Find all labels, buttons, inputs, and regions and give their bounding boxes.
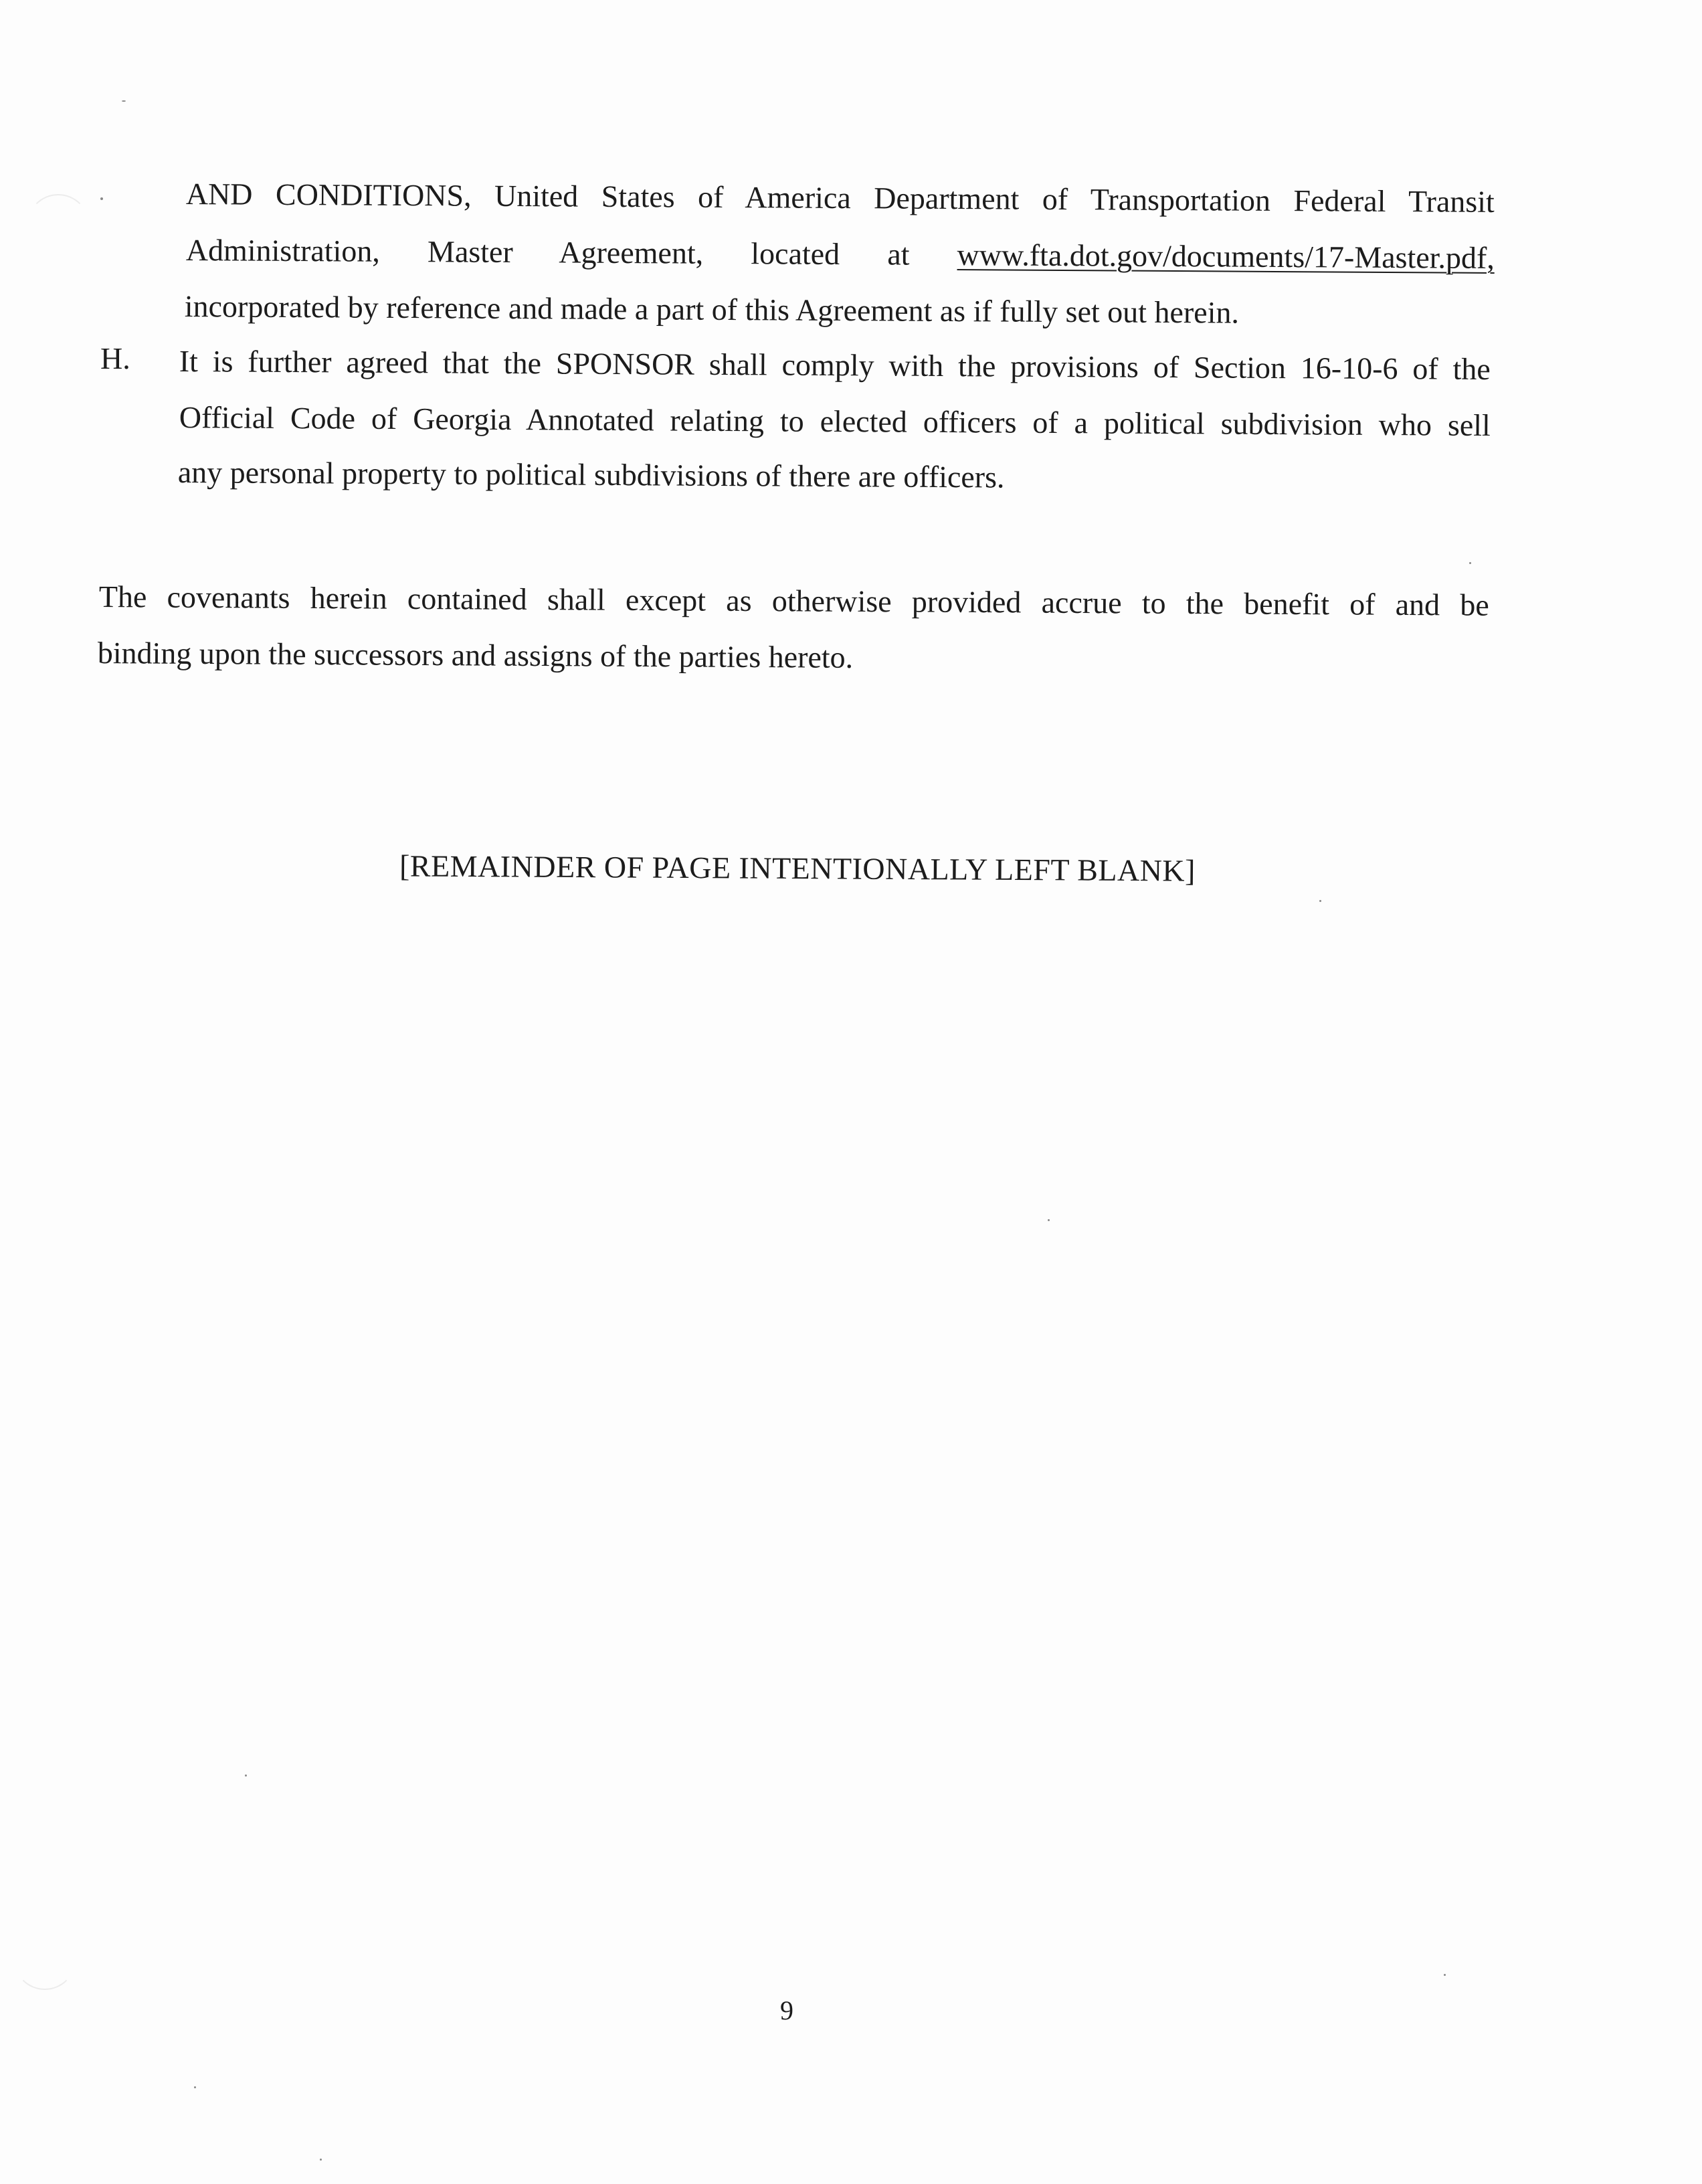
covenants-line-1: The covenants herein contained shall except as otherwise provided accrue to the benefit of and be [98,579,1489,622]
scan-speck [320,2159,322,2161]
page-number: 9 [780,1995,793,2025]
scan-speck [194,2086,196,2088]
covenants-line-2: binding upon the successors and assigns of the parties hereto. [97,635,854,674]
scan-speck [122,100,126,102]
clause-h-line-3: any personal property to political subdivisions of there are officers. [177,454,1005,494]
scan-hole-mark-bottom [13,1927,76,1990]
scan-speck [1319,900,1321,902]
scan-speck [100,197,103,200]
scan-speck [1469,562,1471,564]
continuation-line-3: incorporated by reference and made a part of this Agreement as if fully set out herein. [184,288,1240,330]
continuation-line-2-text: Administration, Master Agreement, located at [185,232,910,272]
continuation-line-1: AND CONDITIONS, United States of America Department of Transportation Federal Transit [185,176,1495,219]
remainder-blank-notice: [REMAINDER OF PAGE INTENTIONALLY LEFT BLANK] [399,848,1196,888]
scan-hole-mark-top [27,194,90,257]
scan-speck [1444,1974,1446,1976]
continuation-line-2 [186,232,1495,277]
scan-speck [1048,1219,1050,1221]
clause-h-marker: H. [100,341,130,375]
clause-h-line-2: Official Code of Georgia Annotated relating to elected officers of a political subdivision who sell [179,399,1491,442]
clause-h-line-1: It is further agreed that the SPONSOR shall comply with the provisions of Section 16-10-6 of the [179,343,1491,386]
scan-speck [245,1774,247,1777]
master-agreement-link[interactable]: www.fta.dot.gov/documents/17-Master.pdf, [957,238,1495,275]
